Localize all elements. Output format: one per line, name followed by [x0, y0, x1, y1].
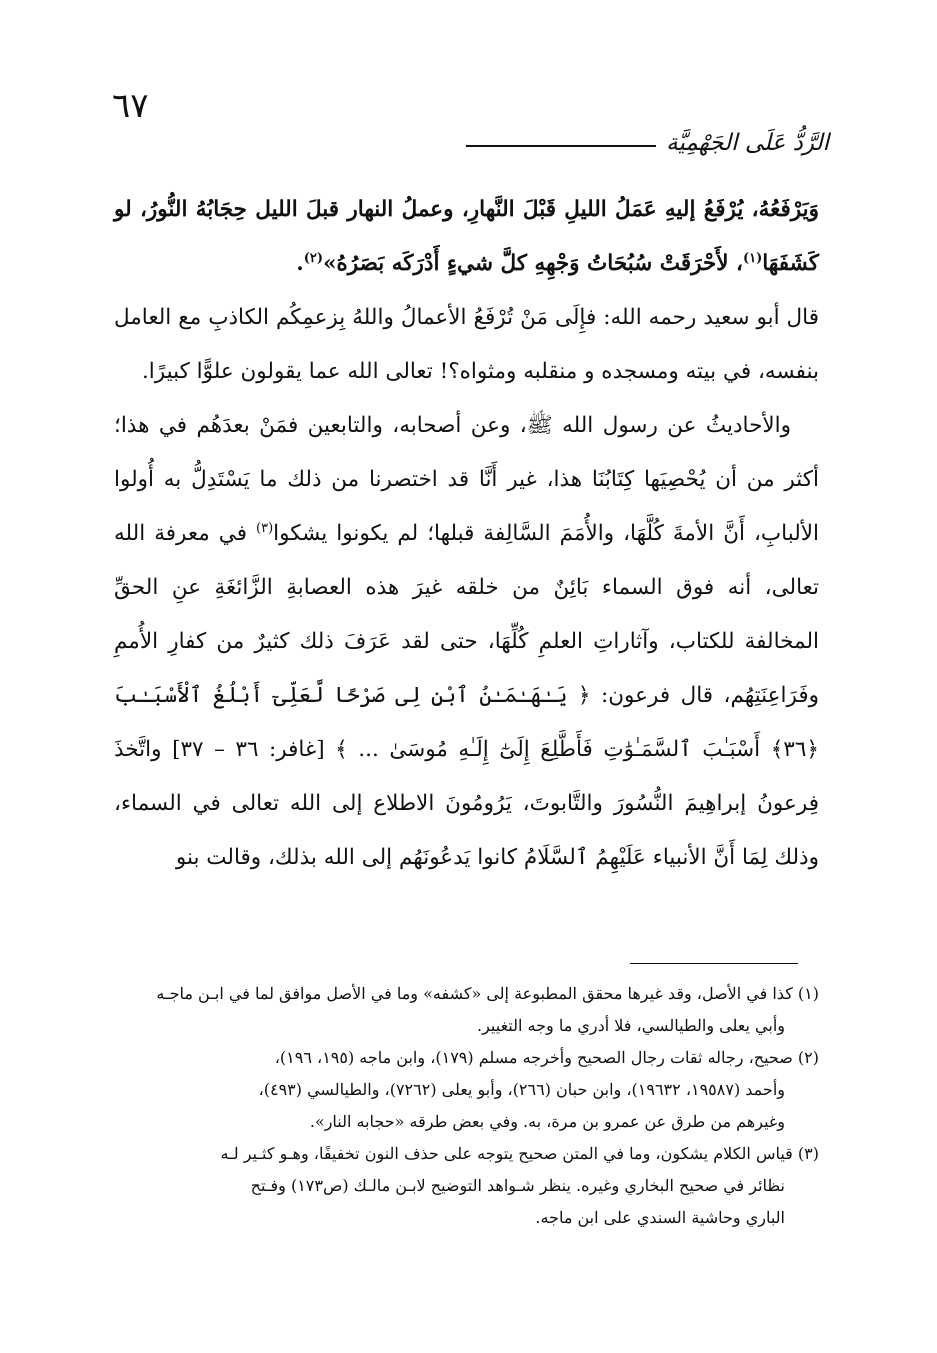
author-paragraph — [114, 291, 819, 399]
footnote-1: (١) كذا في الأصل، وقد غيرها محقق المطبوعة إلى «كشفه» وما في الأصل موافق لما في ابـن ماجـه — [156, 984, 819, 1003]
footnote-2: (٢) صحيح، رجاله ثقات رجال الصحيح وأخرجه مسلم (١٧٩)، وابن ماجه (١٩٥، ١٩٦)، — [274, 1048, 819, 1067]
footnote-1-continued: وأبي يعلى والطيالسي، فلا أدري ما وجه التغيير. — [477, 1016, 785, 1035]
footnote-marker-2: (٢) — [303, 250, 324, 266]
discussion-text-b: في معرفة الله تعالى، أنه فوق السماء بَائِنٌ من خلقه غيرَ هذه العصابةِ الزَّائغَةِ عنِ الحقِّ المخالفة للكتاب، وآثاراتِ العلمِ كُلِّهَا، حتى لقد عَرَفَ ذلك كثيرٌ من كفارِ الأُممِ وفَرَاعِنَتِهُم، قال فرعون: — [114, 521, 819, 708]
discussion-text-a: والأحاديثُ عن رسول الله ﷺ، وعن أصحابه، والتابعين فمَنْ بعدَهُم في هذا؛ أكثر من أن يُحْصِيَها كِتَابُنَا هذا، غير أَنَّا قد اختصرنا من ذلك ما يَسْتَدِلُّ به أُولوا الألبابِ، أَنَّ الأمةَ كُلَّهَا، والأُمَمَ السَّالِفة قبلها؛ لم يكونوا يشكوا — [114, 413, 819, 546]
running-header — [466, 130, 829, 156]
footnote-3-continued: نظائر في صحيح البخاري وغيره. ينظر شـواهد التوضيح لابـن مالـك (ص١٧٣) وفـتح — [250, 1176, 785, 1195]
hadith-text-end: ، لأَحْرَقَتْ سُبُحَاتُ وَجْهِهِ كلَّ شيءٍ أَدْرَكَه بَصَرُهُ» — [323, 251, 743, 276]
footnote-divider — [630, 963, 798, 964]
hadith-text: وَيَرْفَعُهُ، يُرْفَعُ إليهِ عَمَلُ الليلِ قَبْلَ النَّهارِ، وعملُ النهار قبلَ الليل حِجَابُهُ النُّورُ، لو كَشَفَهَا — [114, 197, 819, 276]
hadith-paragraph — [114, 183, 819, 291]
footnote-marker-3: (٣) — [256, 520, 274, 536]
main-text — [114, 183, 819, 885]
footnotes — [114, 978, 819, 1234]
author-text: قال أبو سعيد رحمه الله: فإِلَى مَنْ تُرْفَعُ الأعمالُ واللهُ بِزعمِكُم الكاذبِ مع العامل بنفسه، في بيته ومسجده و منقلبه ومثواه؟! تعالى الله عما يقولون علوًّا كبيرًا. — [114, 305, 819, 384]
header-title: الرَّدُّ عَلَى الجَهْمِيَّة — [666, 130, 829, 156]
quran-verse: ﴿ يَـٰهَـٰمَـٰنُ ٱبْنِ لِى صَرْحًا لَّعَلِّىٓ أَبْلُغُ ٱلْأَسْبَـٰبَ ﴿٣٦﴾ أَسْبَـٰبَ ٱلسَّمَـٰوَٰتِ فَأَطَّلِعَ إِلَىٰٓ إِلَـٰهِ مُوسَىٰ ... ﴾ — [114, 683, 820, 762]
footnote-marker-1: (١) — [742, 250, 763, 266]
hadith-text-close: . — [296, 251, 304, 276]
discussion-paragraph — [114, 399, 819, 885]
verse-reference: [غافر: ٣٦ – ٣٧] — [172, 737, 325, 762]
footnote-2-continued-2: وغيرهم من طرق عن عمرو بن مرة، به. وفي بعض طرقه «حجابه النار». — [309, 1112, 785, 1131]
header-rule — [466, 145, 656, 147]
footnote-3: (٣) قياس الكلام يشكون، وما في المتن صحيح يتوجه على حذف النون تخفيفًا، وهـو كثـير لـه — [220, 1144, 819, 1163]
footnote-2-continued: وأحمد (١٩٥٨٧، ١٩٦٣٢)، وابن حبان (٢٦٦)، وأبو يعلى (٧٢٦٢)، والطيالسي (٤٩٣)، — [258, 1080, 785, 1099]
discussion-text-c: واتَّخذَ فِرعونُ إبراهِيمَ النُّسُورَ والتَّابوتَ، يَرُومُونَ الاطلاع إلى الله تعالى في السماء، وذلك لِمَا أَنَّ الأنبياء عَلَيْهِمُ ٱلسَّلَامُ كانوا يَدعُونَهُم إلى الله بذلك، وقالت بنو — [114, 737, 819, 870]
footnote-3-continued-2: الباري وحاشية السندي على ابن ماجه. — [535, 1208, 785, 1227]
page-number: ٦٧ — [112, 86, 149, 126]
